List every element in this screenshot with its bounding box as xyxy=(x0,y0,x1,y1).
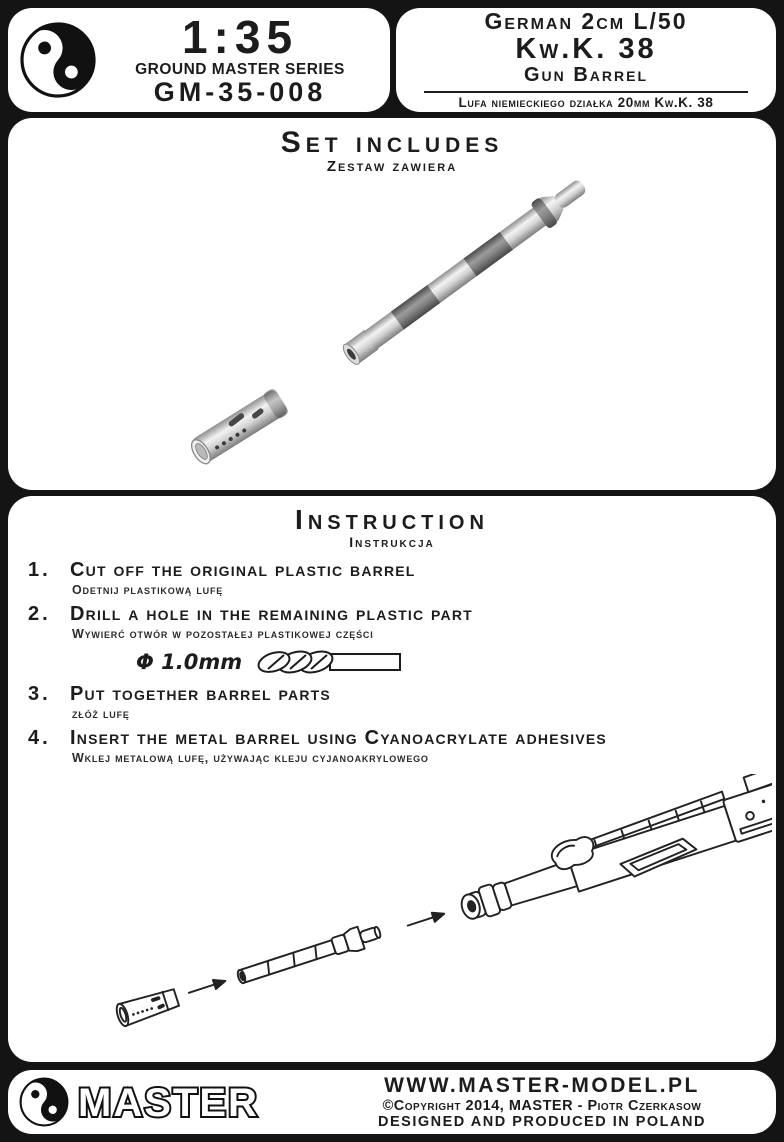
brand-name: MASTER xyxy=(78,1081,259,1125)
step-text-en: Insert the metal barrel using Cyanoacrylate adhesives xyxy=(70,727,607,750)
brand-badge xyxy=(8,8,390,112)
footer-text xyxy=(326,1074,758,1130)
step-item-2 xyxy=(28,604,756,677)
assembly-diagram xyxy=(28,774,772,1062)
instruction-subtitle-pl: Instrukcja xyxy=(349,534,435,550)
master-logo-icon xyxy=(18,1075,70,1129)
step-text-pl: Wywierć otwór w pozostałej plastikowej części xyxy=(72,627,374,642)
step-text-pl: Wklej metalową lufę, używając kleju cyjanoakrylowego xyxy=(72,751,429,766)
series-label: GROUND MASTER SERIES xyxy=(135,61,345,79)
master-logo-icon xyxy=(18,18,98,102)
step-text-pl: Odetnij plastikową lufę xyxy=(72,583,224,598)
step-number: 3. xyxy=(28,683,51,706)
drill-diameter-row xyxy=(136,647,756,677)
step-number: 2. xyxy=(28,603,51,626)
kit-id-block xyxy=(104,11,376,107)
assembly-arrow-icon xyxy=(406,909,445,930)
master-wordmark xyxy=(74,1078,314,1126)
parts-illustration xyxy=(12,175,772,481)
step-number: 1. xyxy=(28,559,51,582)
copyright-label: ©Copyright 2014, MASTER - Piotr Czerkasow xyxy=(382,1097,702,1114)
product-subtitle-pl: Lufa niemieckiego działka 20mm Kw.K. 38 xyxy=(458,95,714,111)
product-title-line2: Kw.K. 38 xyxy=(515,33,657,66)
set-includes-panel xyxy=(8,118,776,490)
step-text-en: Drill a hole in the remaining plastic part xyxy=(70,603,473,626)
assembly-barrel xyxy=(235,921,383,989)
step-item-3 xyxy=(28,684,756,721)
barrel-part-illustration xyxy=(338,175,593,370)
assembly-arrow-icon xyxy=(187,976,226,997)
product-title-badge xyxy=(396,8,776,112)
step-item-4 xyxy=(28,728,756,765)
assembly-receiver xyxy=(445,774,772,930)
footer-panel xyxy=(8,1070,776,1134)
flash-hider-part-illustration xyxy=(187,388,290,468)
step-text-pl: złóż lufę xyxy=(72,707,130,722)
assembly-flash-hider xyxy=(114,987,180,1028)
drill-bit-icon xyxy=(254,647,404,677)
step-text-en: Cut off the original plastic barrel xyxy=(70,559,416,582)
footer-brand xyxy=(18,1075,318,1129)
scale-label: 1:35 xyxy=(181,11,299,64)
set-includes-subtitle-pl: Zestaw zawiera xyxy=(326,158,458,175)
origin-label: DESIGNED AND PRODUCED IN POLAND xyxy=(378,1113,706,1130)
title-divider xyxy=(424,91,748,93)
product-code: GM-35-008 xyxy=(153,76,327,107)
website-label: WWW.MASTER-MODEL.PL xyxy=(384,1074,700,1097)
set-includes-title: Set includes xyxy=(280,126,504,159)
step-number: 4. xyxy=(28,727,51,750)
product-title-line3: Gun Barrel xyxy=(524,64,648,87)
header xyxy=(8,8,776,112)
product-title-line1: German 2cm L/50 xyxy=(484,8,688,35)
instruction-steps xyxy=(28,560,756,772)
instruction-panel xyxy=(8,496,776,1062)
instruction-title: Instruction xyxy=(295,504,489,535)
step-text-en: Put together barrel parts xyxy=(70,683,331,706)
step-item-1 xyxy=(28,560,756,597)
drill-diameter-label: Φ 1.0mm xyxy=(136,650,243,675)
